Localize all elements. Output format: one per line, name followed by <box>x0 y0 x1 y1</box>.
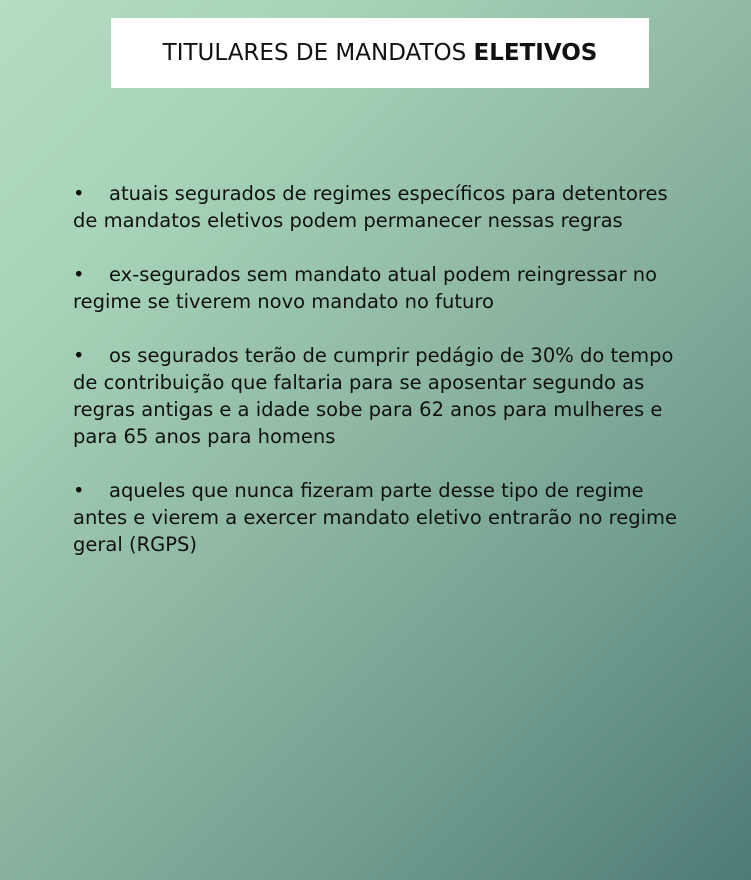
page-title <box>163 40 598 66</box>
bullet-icon: • <box>73 344 85 367</box>
list-item-text: atuais segurados de regimes específicos para detentores de mandatos eletivos podem permanecer nessas regras <box>73 182 668 232</box>
bullet-list <box>73 180 685 585</box>
bullet-icon: • <box>73 263 85 286</box>
title-text: TITULARES DE MANDATOS <box>162 40 474 66</box>
list-item <box>73 261 685 315</box>
list-item-text: os segurados terão de cumprir pedágio de 30% do tempo de contribuição que faltaria para se aposentar segundo as regras antigas e a idade sobe para 62 anos para mulheres e para 65 anos para homens <box>73 344 674 448</box>
list-item-text: aqueles que nunca fizeram parte desse tipo de regime antes e vierem a exercer mandato eletivo entrarão no regime geral (RGPS) <box>73 479 677 556</box>
list-item <box>73 477 685 558</box>
bullet-icon: • <box>73 479 85 502</box>
list-item <box>73 342 685 450</box>
title-emphasis: ELETIVOS <box>473 40 598 66</box>
list-item-text: ex-segurados sem mandato atual podem reingressar no regime se tiverem novo mandato no futuro <box>73 263 658 313</box>
bullet-icon: • <box>73 182 85 205</box>
title-box <box>111 18 649 88</box>
list-item <box>73 180 685 234</box>
